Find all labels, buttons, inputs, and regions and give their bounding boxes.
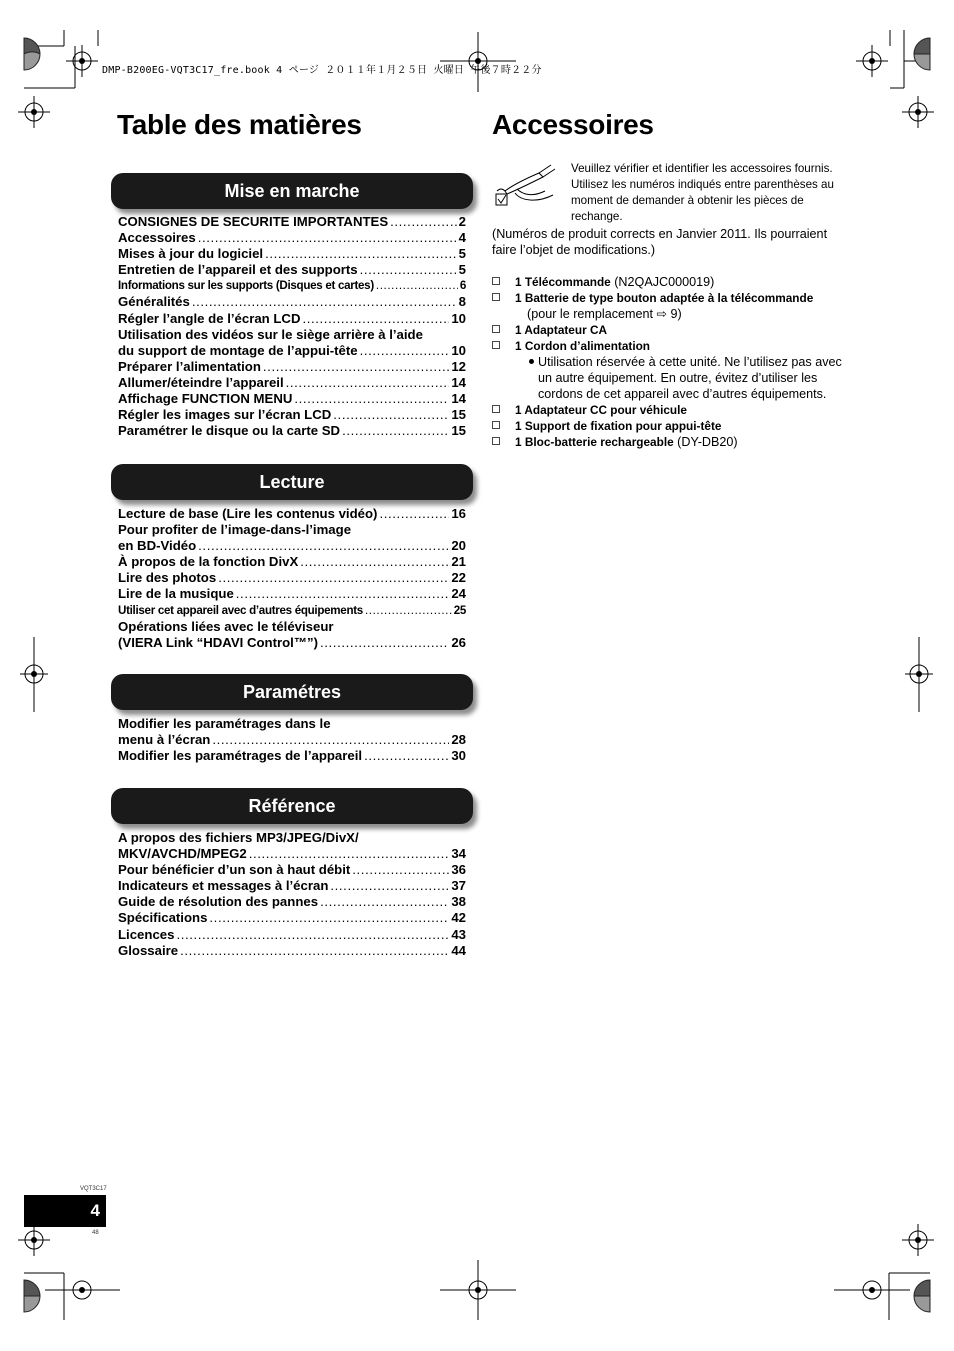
dot-leader: [236, 586, 450, 602]
checkbox-icon: [492, 277, 500, 285]
toc-entry-label: Accessoires: [118, 230, 196, 246]
intro-line: Veuillez vérifier et identifier les accessoires fournis.: [571, 162, 833, 175]
toc-entry[interactable]: [118, 943, 466, 959]
checkbox-icon: [492, 293, 500, 301]
toc-entry-label: Lire de la musique: [118, 586, 234, 602]
dot-leader: [365, 603, 452, 619]
toc-entry-label: Affichage FUNCTION MENU: [118, 391, 293, 407]
dot-leader: [249, 846, 450, 862]
toc-entry[interactable]: [118, 423, 466, 439]
dot-leader: [330, 878, 449, 894]
dot-leader: [360, 262, 457, 278]
toc-list: [118, 506, 466, 651]
checkbox-icon: [492, 325, 500, 333]
toc-page-number: 2: [458, 214, 466, 229]
toc-entry[interactable]: [118, 375, 466, 391]
accessory-item-car-adaptor: [492, 402, 852, 418]
toc-entry-label: Informations sur les supports (Disques et cartes): [118, 279, 374, 293]
dot-leader: [379, 506, 449, 522]
dot-leader: [300, 554, 449, 570]
toc-page-number: 44: [451, 942, 466, 958]
toc-entry[interactable]: [118, 278, 466, 294]
section-heading: Mise en marche: [111, 173, 473, 209]
accessory-part-number: (N2QAJC000019): [610, 275, 715, 289]
dot-leader: [376, 278, 458, 294]
toc-entry-label: (VIERA Link “HDAVI Control™”): [118, 634, 319, 650]
note-line: (Numéros de produit corrects en Janvier 2011. Ils pourraient: [492, 227, 828, 241]
toc-page-number: 43: [451, 926, 466, 942]
toc-entry-label: A propos des fichiers MP3/JPEG/DivX/: [118, 830, 359, 845]
page-sub-number: 48: [92, 1230, 99, 1236]
toc-entry[interactable]: [118, 603, 466, 619]
toc-entry-label: Lire des photos: [118, 570, 217, 586]
toc-entry-label: Licences: [118, 926, 175, 942]
accessory-item-remote: [492, 274, 852, 290]
toc-page-number: 24: [451, 586, 466, 602]
intro-line: rechange.: [571, 210, 623, 223]
toc-page-number: 10: [451, 310, 466, 326]
dot-leader: [302, 311, 449, 327]
toc-entry-label: CONSIGNES DE SECURITE IMPORTANTES: [118, 214, 389, 229]
toc-page-number: 14: [451, 391, 466, 407]
dot-leader: [212, 732, 449, 748]
toc-entry[interactable]: [118, 359, 466, 375]
intro-line: moment de demander à obtenir les pièces de: [571, 194, 804, 207]
accessory-item-ac-adaptor: [492, 322, 852, 338]
checkbox-icon: [492, 405, 500, 413]
toc-entry[interactable]: [118, 262, 466, 278]
toc-entry[interactable]: [118, 635, 466, 651]
toc-page-number: 30: [451, 748, 466, 764]
toc-entry-label: menu à l’écran: [118, 732, 211, 748]
accessory-item-battery-pack: [492, 434, 852, 450]
toc-page-number: 12: [451, 358, 466, 374]
toc-page-number: 38: [451, 894, 466, 910]
toc-entry-label: Utiliser cet appareil avec d’autres équipements: [118, 603, 363, 617]
toc-entry-label: Mises à jour du logiciel: [118, 246, 264, 262]
toc-entry[interactable]: [118, 894, 466, 910]
toc-page-number: 5: [458, 262, 466, 278]
toc-entry[interactable]: [118, 506, 466, 522]
accessory-item-power-cord: [492, 338, 852, 354]
toc-page-number: 16: [451, 506, 466, 521]
checklist-pen-icon: [493, 161, 563, 211]
toc-entry[interactable]: [118, 586, 466, 602]
toc-entry[interactable]: [118, 538, 466, 554]
toc-entry-label: Guide de résolution des pannes: [118, 894, 319, 910]
toc-page-number: 14: [451, 374, 466, 390]
toc-page-number: 42: [451, 910, 466, 926]
accessory-name: 1 Bloc-batterie rechargeable: [515, 435, 674, 449]
toc-entry-label: Paramétrer le disque ou la carte SD: [118, 423, 341, 439]
toc-entry-label: Opérations liées avec le téléviseur: [118, 618, 334, 634]
toc-entry[interactable]: [118, 570, 466, 586]
accessory-item-headrest-mount: [492, 418, 852, 434]
toc-page-number: 10: [451, 342, 466, 358]
toc-entry[interactable]: [118, 407, 466, 423]
toc-page-number: 6: [459, 279, 466, 293]
document-code: VQT3C17: [80, 1186, 107, 1192]
warning-line: Utilisation réservée à cette unité. Ne l’utilisez pas avec: [538, 355, 842, 369]
accessory-name: 1 Cordon d’alimentation: [515, 339, 651, 353]
checkbox-icon: [492, 341, 500, 349]
toc-page-number: 22: [451, 570, 466, 586]
toc-entry-label: Glossaire: [118, 942, 179, 958]
toc-list: [118, 716, 466, 764]
toc-page-number: 34: [451, 846, 466, 862]
accessories-title: Accessoires: [492, 109, 654, 140]
toc-page-number: 8: [458, 294, 466, 310]
toc-entry[interactable]: [118, 862, 466, 878]
accessory-name: 1 Support de fixation pour appui-tête: [515, 419, 722, 433]
toc-entry-label: Pour bénéficier d’un son à haut débit: [118, 862, 351, 878]
toc-entry[interactable]: [118, 294, 466, 310]
dot-leader: [218, 570, 449, 586]
dot-leader: [198, 230, 457, 246]
dot-leader: [192, 294, 457, 310]
checkbox-icon: [492, 421, 500, 429]
dot-leader: [265, 246, 457, 262]
dot-leader: [180, 943, 449, 959]
toc-entry[interactable]: [118, 214, 466, 230]
dot-leader: [333, 407, 449, 423]
dot-leader: [263, 359, 449, 375]
toc-entry[interactable]: [118, 391, 466, 407]
toc-page-number: 26: [451, 634, 466, 650]
page-number: 4: [24, 1195, 106, 1227]
toc-entry[interactable]: [118, 230, 466, 246]
power-cord-warning: [492, 354, 852, 370]
accessory-name: 1 Adaptateur CC pour véhicule: [515, 403, 687, 417]
accessories-note: [492, 226, 852, 258]
toc-entry-label: Indicateurs et messages à l’écran: [118, 878, 329, 894]
dot-leader: [390, 214, 457, 230]
toc-entry[interactable]: [118, 246, 466, 262]
toc-page-number: 28: [451, 732, 466, 748]
dot-leader: [198, 538, 449, 554]
toc-list: [118, 830, 466, 959]
toc-page-number: 15: [451, 407, 466, 423]
toc-entry-label: Modifier les paramétrages dans le: [118, 716, 331, 731]
toc-entry-label: Généralités: [118, 294, 190, 310]
section-heading: Paramétres: [111, 674, 473, 710]
dot-leader: [364, 748, 449, 764]
toc-entry-label: Utilisation des vidéos sur le siège arrière à l’aide: [118, 326, 423, 342]
toc-page-number: 20: [451, 538, 466, 554]
dot-leader: [320, 894, 449, 910]
toc-entry[interactable]: [118, 554, 466, 570]
section-heading: Lecture: [111, 464, 473, 500]
intro-line: Utilisez les numéros indiqués entre parenthèses au: [571, 178, 834, 191]
toc-entry-label: Allumer/éteindre l’appareil: [118, 374, 284, 390]
warning-line: un autre équipement. En outre, évitez d’utiliser les: [538, 371, 818, 385]
toc-entry[interactable]: [118, 910, 466, 926]
toc-entry-label: Entretien de l’appareil et des supports: [118, 262, 358, 278]
toc-entry-label: Régler les images sur l’écran LCD: [118, 407, 332, 423]
accessory-item-battery: [492, 290, 852, 306]
toc-page-number: 15: [451, 423, 466, 439]
note-line: faire l’objet de modifications.): [492, 243, 656, 257]
accessory-name: 1 Adaptateur CA: [515, 323, 607, 337]
accessory-name: 1 Batterie de type bouton adaptée à la télécommande: [515, 291, 814, 305]
dot-leader: [352, 862, 449, 878]
toc-entry-label: Modifier les paramétrages de l’appareil: [118, 748, 363, 764]
print-file-info: DMP-B200EG-VQT3C17_fre.book 4 ページ ２０１１年１月２５日 火曜日 午後７時２２分: [102, 65, 542, 76]
toc-entry[interactable]: [118, 927, 466, 943]
toc-page-number: 5: [458, 246, 466, 262]
toc-entry[interactable]: [118, 311, 466, 327]
toc-entry-label: Régler l’angle de l’écran LCD: [118, 310, 301, 326]
toc-entry[interactable]: [118, 732, 466, 748]
toc-page-number: 37: [451, 878, 466, 894]
section-heading: Référence: [111, 788, 473, 824]
accessories-intro: [571, 161, 851, 225]
toc-entry-label: Préparer l’alimentation: [118, 358, 261, 374]
toc-entry[interactable]: [118, 343, 466, 359]
toc-entry[interactable]: [118, 846, 466, 862]
dot-leader: [342, 423, 449, 439]
dot-leader: [176, 927, 449, 943]
dot-leader: [209, 910, 449, 926]
accessory-note: (pour le remplacement ⇨ 9): [527, 307, 682, 321]
toc-entry-label: du support de montage de l’appui-tête: [118, 342, 358, 358]
checkbox-icon: [492, 437, 500, 445]
dot-leader: [360, 343, 450, 359]
toc-page-number: 36: [451, 862, 466, 878]
toc-entry-label: Lecture de base (Lire les contenus vidéo): [118, 506, 378, 521]
accessory-part-number: (DY-DB20): [673, 435, 738, 449]
warning-line: cordons de cet appareil avec d’autres équipements.: [538, 387, 827, 401]
toc-entry-label: Pour profiter de l’image-dans-l’image: [118, 522, 352, 538]
accessories-list: [492, 274, 852, 450]
toc-entry-label: en BD-Vidéo: [118, 538, 197, 554]
toc-entry-label: MKV/AVCHD/MPEG2: [118, 846, 247, 862]
accessory-name: 1 Télécommande: [515, 275, 611, 289]
toc-entry-label: Spécifications: [118, 910, 208, 926]
dot-leader: [286, 375, 450, 391]
dot-leader: [294, 391, 449, 407]
dot-leader: [320, 635, 449, 651]
toc-entry-label: À propos de la fonction DivX: [118, 554, 299, 570]
toc-list: [118, 214, 466, 439]
toc-entry[interactable]: [118, 878, 466, 894]
toc-page-number: 25: [453, 603, 466, 617]
page-title: Table des matières: [117, 109, 362, 140]
toc-entry[interactable]: [118, 748, 466, 764]
toc-page-number: 21: [451, 554, 466, 570]
toc-page-number: 4: [458, 230, 466, 246]
